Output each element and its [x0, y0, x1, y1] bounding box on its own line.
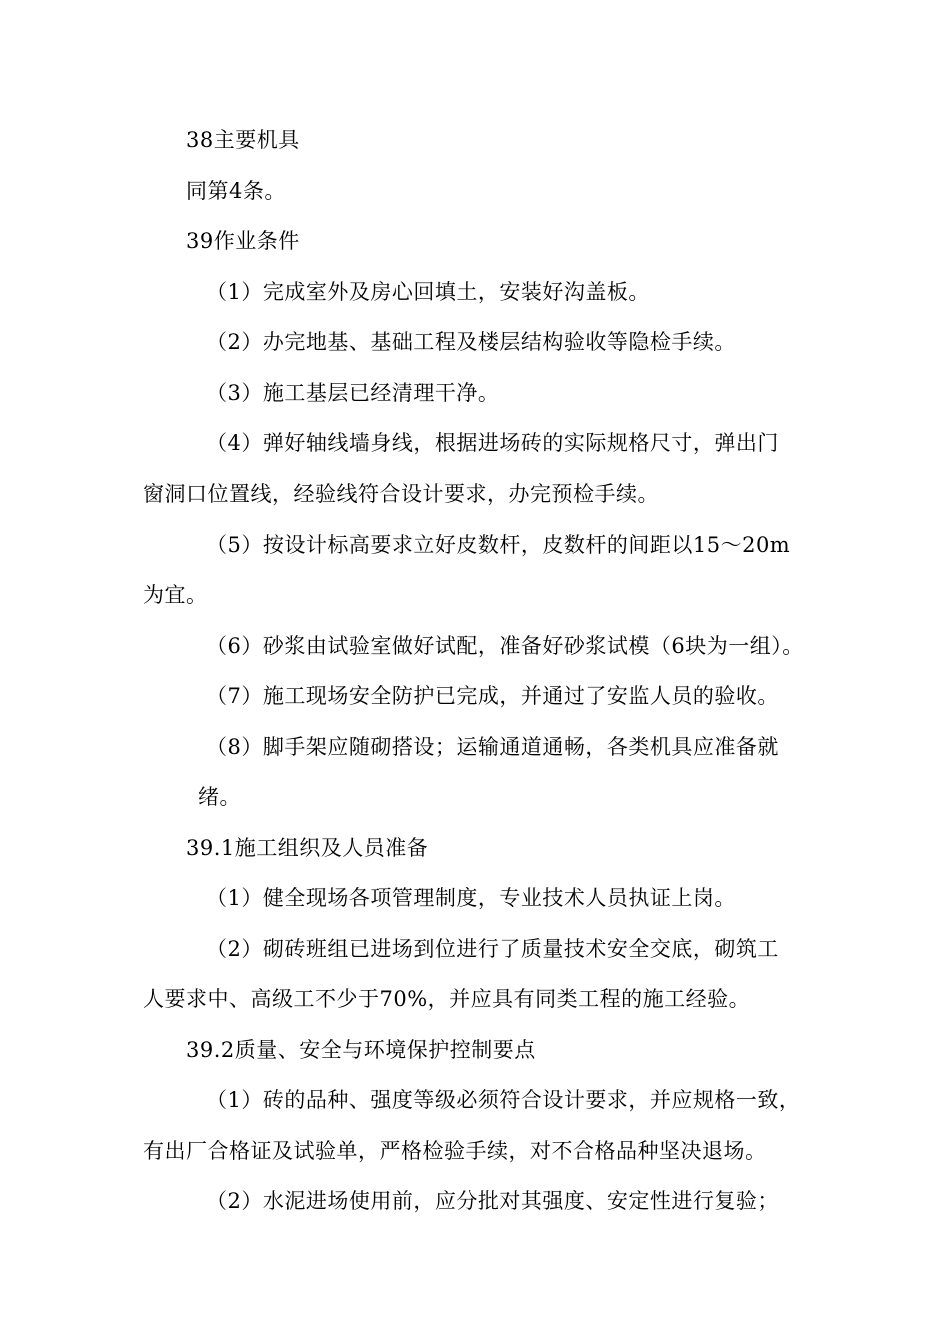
- section-heading-38: 38主要机具: [186, 128, 300, 152]
- paragraph-line: 同第4条。: [186, 179, 286, 203]
- list-item-continuation: 人要求中、高级工不少于70%，并应具有同类工程的施工经验。: [143, 987, 751, 1011]
- list-item: （7）施工现场安全防护已完成，并通过了安监人员的验收。: [206, 684, 779, 708]
- list-item: （4）弹好轴线墙身线，根据进场砖的实际规格尺寸，弹出门: [206, 431, 779, 455]
- list-item: （3）施工基层已经清理干净。: [206, 381, 500, 405]
- list-item-continuation: 窗洞口位置线，经验线符合设计要求，办完预检手续。: [143, 482, 659, 506]
- list-item: （5）按设计标高要求立好皮数杆，皮数杆的间距以15〜20m: [206, 533, 791, 557]
- list-item: （8）脚手架应随砌搭设；运输通道通畅，各类机具应准备就: [206, 735, 779, 759]
- list-item-continuation: 为宜。: [143, 583, 208, 607]
- list-item-continuation: 绪。: [198, 785, 241, 809]
- list-item: （2）水泥进场使用前，应分批对其强度、安定性进行复验；: [206, 1189, 779, 1213]
- list-item-continuation: 有出厂合格证及试验单，严格检验手续，对不合格品种坚决退场。: [143, 1139, 767, 1163]
- section-heading-39-1: 39.1施工组织及人员准备: [186, 836, 429, 860]
- list-item: （2）办完地基、基础工程及楼层结构验收等隐检手续。: [206, 330, 736, 354]
- list-item: （6）砂浆由试验室做好试配，准备好砂浆试模（6块为一组）。: [206, 634, 804, 658]
- section-heading-39-2: 39.2质量、安全与环境保护控制要点: [186, 1038, 536, 1062]
- list-item: （1）健全现场各项管理制度，专业技术人员执证上岗。: [206, 886, 736, 910]
- list-item: （1）砖的品种、强度等级必须符合设计要求，并应规格一致，: [206, 1088, 801, 1112]
- list-item: （2）砌砖班组已进场到位进行了质量技术安全交底，砌筑工: [206, 937, 779, 961]
- section-heading-39: 39作业条件: [186, 229, 300, 253]
- list-item: （1）完成室外及房心回填土，安装好沟盖板。: [206, 280, 650, 304]
